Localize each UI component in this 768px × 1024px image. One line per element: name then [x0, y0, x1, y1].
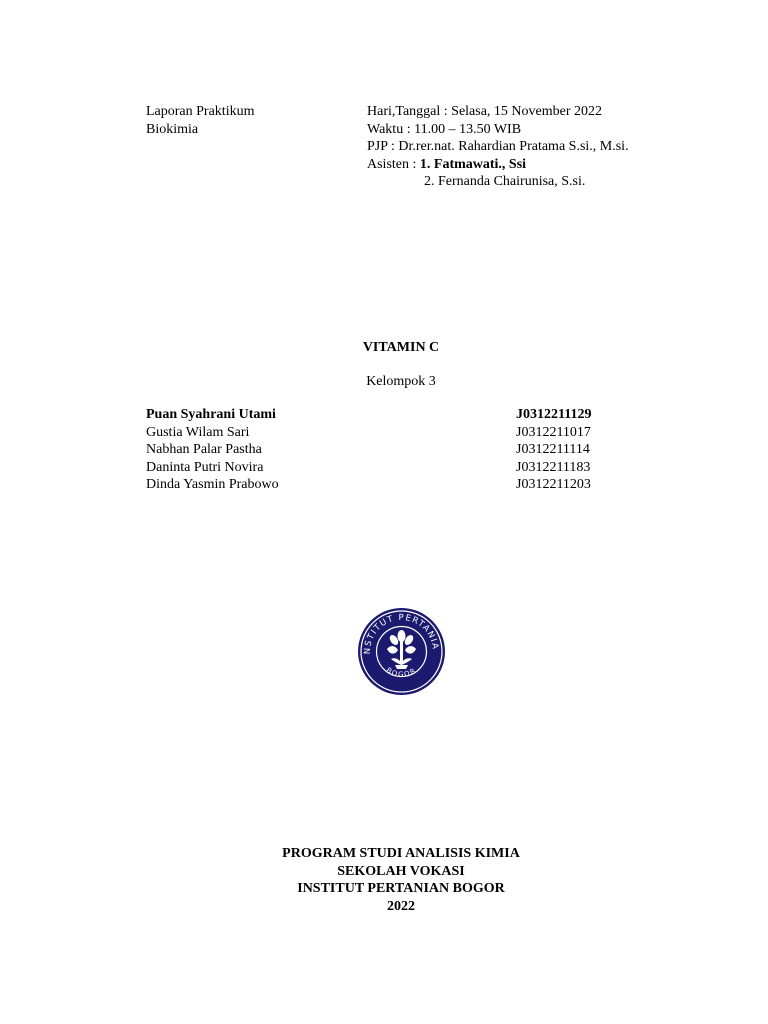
year: 2022 [387, 898, 415, 914]
member-nim: J0312211129 [516, 407, 592, 422]
logo-top-text: NSTITUT PERTANIA [362, 612, 441, 655]
member-row [146, 424, 606, 442]
report-header-left [146, 103, 254, 138]
assistant-line [367, 156, 629, 174]
member-list [146, 406, 606, 494]
member-nim: J0312211203 [516, 477, 591, 492]
member-name: Dinda Yasmin Prabowo [146, 477, 279, 492]
document-title: VITAMIN C [362, 340, 440, 355]
member-nim: J0312211017 [516, 424, 591, 440]
member-name: Puan Syahrani Utami [146, 407, 276, 422]
member-nim: J0312211183 [516, 459, 591, 475]
assistant-2: 2. Fernanda Chairunisa, S.si. [424, 174, 586, 189]
member-row [146, 441, 606, 459]
school-name: SEKOLAH VOKASI [337, 863, 465, 879]
logo-bottom-text: BOGOR [384, 666, 419, 679]
member-name: Nabhan Palar Pastha [146, 442, 262, 457]
member-row [146, 476, 606, 494]
time-line: Waktu : 11.00 – 13.50 WIB [367, 121, 522, 137]
group-label: Kelompok 3 [366, 374, 436, 389]
ipb-logo [357, 607, 446, 696]
pjp-line: PJP : Dr.rer.nat. Rahardian Pratama S.si., M.si. [367, 139, 629, 154]
member-name: Gustia Wilam Sari [146, 424, 250, 440]
date-line: Hari,Tanggal : Selasa, 15 November 2022 [367, 104, 603, 119]
member-nim: J0312211114 [516, 442, 590, 457]
member-row [146, 406, 606, 424]
report-type: Laporan Praktikum [146, 104, 255, 119]
member-row [146, 459, 606, 477]
member-name: Daninta Putri Novira [146, 459, 264, 475]
institution-footer [0, 845, 768, 915]
course-name: Biokimia [146, 121, 199, 137]
institution-name: INSTITUT PERTANIAN BOGOR [297, 881, 505, 896]
report-header-right [367, 103, 629, 191]
assistant-1: 1. Fatmawati., Ssi [419, 156, 527, 172]
ipb-logo-graphic [357, 607, 446, 696]
assistant-label: Asisten : [367, 156, 420, 172]
study-program: PROGRAM STUDI ANALISIS KIMIA [282, 846, 520, 861]
